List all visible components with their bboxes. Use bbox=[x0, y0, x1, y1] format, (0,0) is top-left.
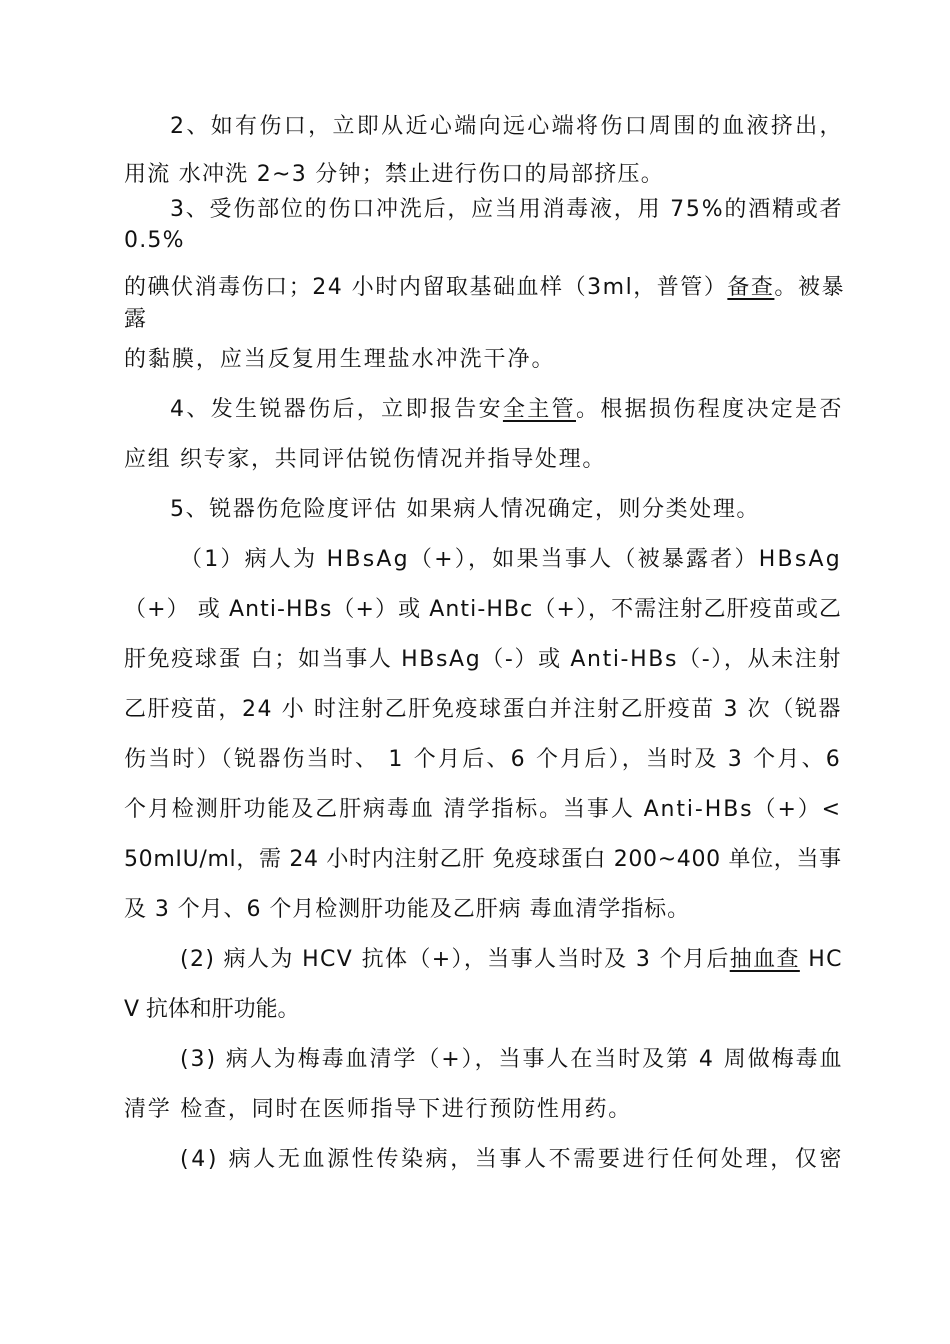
underlined-text: 抽血查 bbox=[729, 947, 800, 972]
text-segment: 乙肝疫苗，24 小 时注射乙肝免疫球蛋白并注射乙肝疫苗 3 次（锐器 bbox=[124, 697, 842, 722]
text-segment: (3) 病人为梅毒血清学（+），当事人在当时及第 4 周做梅毒血 bbox=[180, 1047, 844, 1072]
text-segment: 的黏膜，应当反复用生理盐水冲洗干净。 bbox=[124, 347, 556, 372]
item2-line2 bbox=[124, 996, 299, 1024]
text-segment: 的碘伏消毒伤口；24 小时内留取基础血样（3ml，普管） bbox=[124, 275, 728, 300]
text-segment: 应组 织专家，共同评估锐伤情况并指导处理。 bbox=[124, 447, 606, 472]
text-segment: 用流 水冲洗 2~3 分钟；禁止进行伤口的局部挤压。 bbox=[124, 162, 664, 187]
para2-line1 bbox=[170, 113, 844, 141]
item4-line1 bbox=[180, 1146, 844, 1174]
text-segment: 伤当时）（锐器伤当时、 1 个月后、6 个月后），当时及 3 个月、6 bbox=[124, 747, 842, 772]
text-segment: 。被暴 bbox=[774, 275, 846, 300]
para3-line4 bbox=[124, 306, 147, 334]
text-segment: 0.5% bbox=[124, 228, 185, 253]
para5-line1 bbox=[170, 496, 760, 524]
item1-line5 bbox=[124, 746, 842, 774]
text-segment: （+） 或 Anti-HBs（+）或 Anti-HBc（+），不需注射乙肝疫苗或乙 bbox=[124, 597, 842, 622]
item1-line6 bbox=[124, 796, 842, 824]
text-segment: (4) 病人无血源性传染病，当事人不需要进行任何处理，仅密 bbox=[180, 1147, 845, 1172]
para3-line2 bbox=[124, 227, 185, 255]
text-segment: 露 bbox=[124, 307, 147, 332]
text-segment: 5、锐器伤危险度评估 如果病人情况确定，则分类处理。 bbox=[170, 497, 760, 522]
item1-line3 bbox=[124, 646, 842, 674]
item1-line2 bbox=[124, 596, 842, 624]
text-segment: 3、受伤部位的伤口冲洗后，应当用消毒液，用 75%的酒精或者 bbox=[170, 197, 844, 222]
item1-line1 bbox=[180, 546, 842, 574]
item1-line7 bbox=[124, 846, 842, 874]
para4-line1 bbox=[170, 396, 844, 424]
text-segment: V 抗体和肝功能。 bbox=[124, 997, 300, 1022]
para3-line5 bbox=[124, 346, 555, 374]
text-segment: 个月检测肝功能及乙肝病毒血 清学指标。当事人 Anti-HBs（+）< bbox=[124, 797, 842, 822]
text-segment: （1）病人为 HBsAg（+），如果当事人（被暴露者）HBsAg bbox=[180, 547, 842, 572]
item3-line1 bbox=[180, 1046, 843, 1074]
text-segment: HC bbox=[799, 947, 843, 972]
item1-line8 bbox=[124, 896, 690, 924]
text-segment: 50mIU/ml，需 24 小时内注射乙肝 免疫球蛋白 200~400 单位，当事 bbox=[124, 847, 842, 872]
text-segment: 清学 检查，同时在医师指导下进行预防性用药。 bbox=[124, 1097, 632, 1122]
text-segment: 。根据损伤程度决定是否 bbox=[575, 397, 844, 422]
text-segment: 肝免疫球蛋 白；如当事人 HBsAg（-）或 Anti-HBs（-），从未注射 bbox=[124, 647, 842, 672]
underlined-text: 备查 bbox=[727, 275, 775, 300]
text-segment: 及 3 个月、6 个月检测肝功能及乙肝病 毒血清学指标。 bbox=[124, 897, 690, 922]
item2-line1 bbox=[180, 946, 843, 974]
text-segment: 4、发生锐器伤后，立即报告安 bbox=[170, 397, 503, 422]
underlined-text: 全主管 bbox=[502, 397, 576, 422]
para3-line3 bbox=[124, 274, 845, 302]
item1-line4 bbox=[124, 696, 842, 724]
para4-line2 bbox=[124, 446, 606, 474]
item3-line2 bbox=[124, 1096, 632, 1124]
para3-line1 bbox=[170, 196, 843, 224]
text-segment: 2、如有伤口，立即从近心端向远心端将伤口周围的血液挤出， bbox=[170, 114, 844, 139]
text-segment: (2) 病人为 HCV 抗体（+），当事人当时及 3 个月后 bbox=[180, 947, 730, 972]
para2-line2 bbox=[124, 161, 664, 189]
